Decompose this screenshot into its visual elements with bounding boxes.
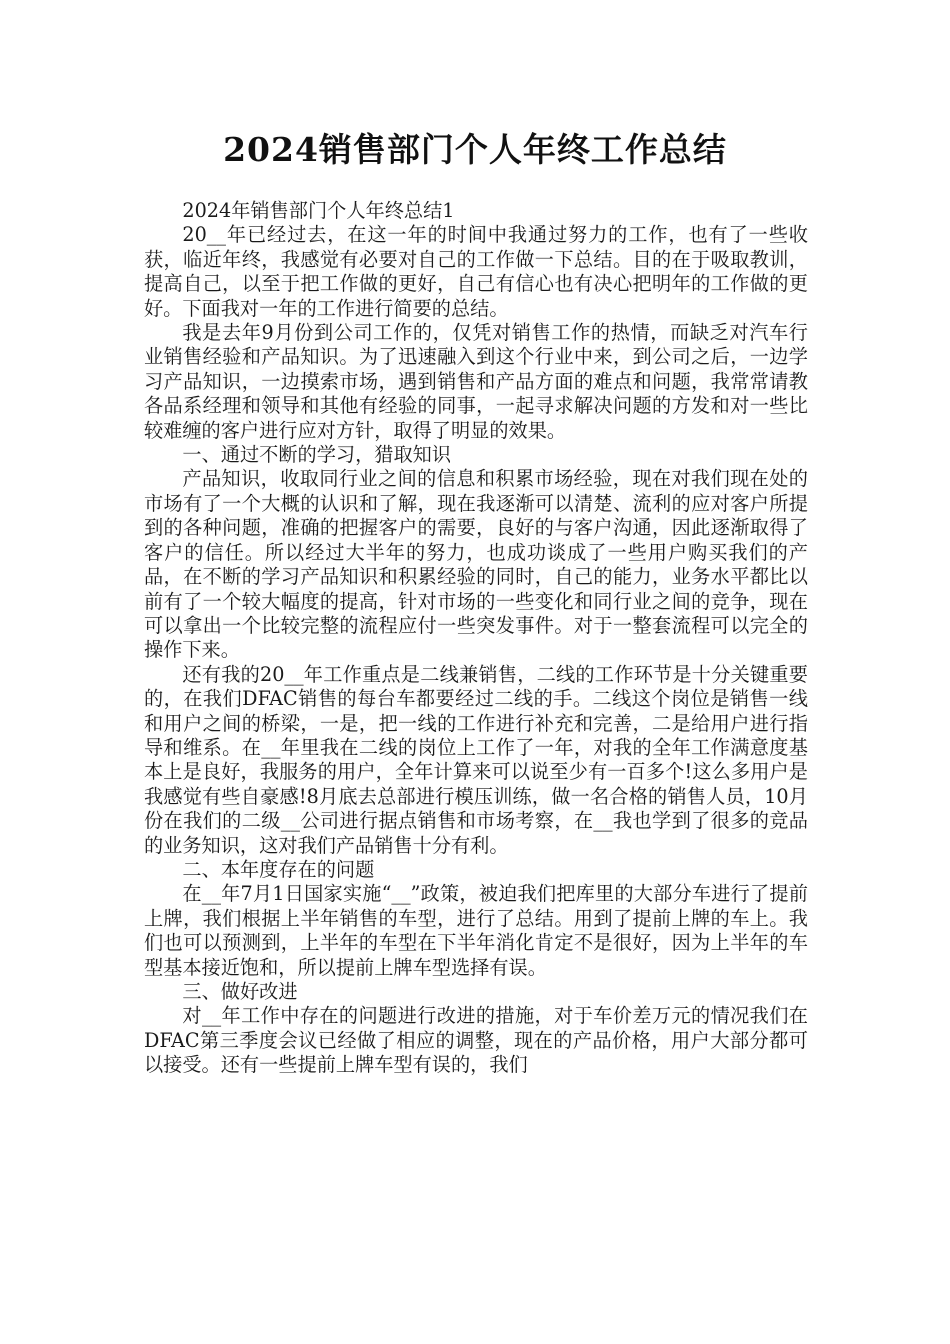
paragraph: 产品知识，收取同行业之间的信息和积累市场经验，现在对我们现在处的市场有了一个大概的认识和了解，现在我逐渐可以清楚、流利的应对客户所提到的各种问题，准确的把握客户的需要，良好的与客户沟通，因此逐渐取得了客户的信任。所以经过大半年的努力，也成功谈成了一些用户购买我们的产品，在不断的学习产品知识和积累经验的同时，自己的能力，业务水平都比以前有了一个较大幅度的提高，针对市场的一些变化和同行业之间的竞争，现在可以拿出一个比较完整的流程应付一些突发事件。对于一整套流程可以完全的操作下来。 bbox=[144, 467, 808, 662]
paragraph: 对__年工作中存在的问题进行改进的措施，对于车价差万元的情况我们在DFAC第三季度会议已经做了相应的调整，现在的产品价格，用户大部分都可以接受。还有一些提前上牌车型有误的，我们 bbox=[144, 1004, 808, 1077]
document-title: 2024销售部门个人年终工作总结 bbox=[223, 130, 727, 169]
paragraph: 我是去年9月份到公司工作的，仅凭对销售工作的热情，而缺乏对汽车行业销售经验和产品知识。为了迅速融入到这个行业中来，到公司之后，一边学习产品知识，一边摸索市场，遇到销售和产品方面的难点和问题，我常常请教各品系经理和领导和其他有经验的同事，一起寻求解决问题的方发和对一些比较难缠的客户进行应对方针，取得了明显的效果。 bbox=[144, 321, 808, 442]
paragraph: 还有我的20__年工作重点是二线兼销售，二线的工作环节是十分关键重要的，在我们DFAC销售的每台车都要经过二线的手。二线这个岗位是销售一线和用户之间的桥梁，一是，把一线的工作进行补充和完善，二是给用户进行指导和维系。在__年里我在二线的岗位上工作了一年，对我的全年工作满意度基本上是良好，我服务的用户，全年计算来可以说至少有一百多个!这么多用户是我感觉有些自豪感!8月底去总部进行模压训练，做一名合格的销售人员，10月份在我们的二级__公司进行据点销售和市场考察，在__我也学到了很多的竞品的业务知识，这对我们产品销售十分有利。 bbox=[144, 662, 808, 857]
paragraph: 20__年已经过去，在这一年的时间中我通过努力的工作，也有了一些收获，临近年终，我感觉有必要对自己的工作做一下总结。目的在于吸取教训，提高自己，以至于把工作做的更好，自己有信心也有决心把明年的工作做的更好。下面我对一年的工作进行简要的总结。 bbox=[144, 223, 808, 320]
document-body bbox=[144, 199, 808, 1078]
section-heading: 2024年销售部门个人年终总结1 bbox=[182, 199, 455, 222]
section-heading: 二、本年度存在的问题 bbox=[182, 857, 375, 881]
paragraph: 在__年7月1日国家实施“__”政策，被迫我们把库里的大部分车进行了提前上牌，我们根据上半年销售的车型，进行了总结。用到了提前上牌的车上。我们也可以预测到，上半年的车型在下半年消化肯定不是很好，因为上半年的车型基本接近饱和，所以提前上牌车型选择有误。 bbox=[144, 882, 808, 979]
section-heading: 三、做好改进 bbox=[182, 980, 298, 1003]
section-heading: 一、通过不断的学习，猎取知识 bbox=[182, 443, 452, 467]
